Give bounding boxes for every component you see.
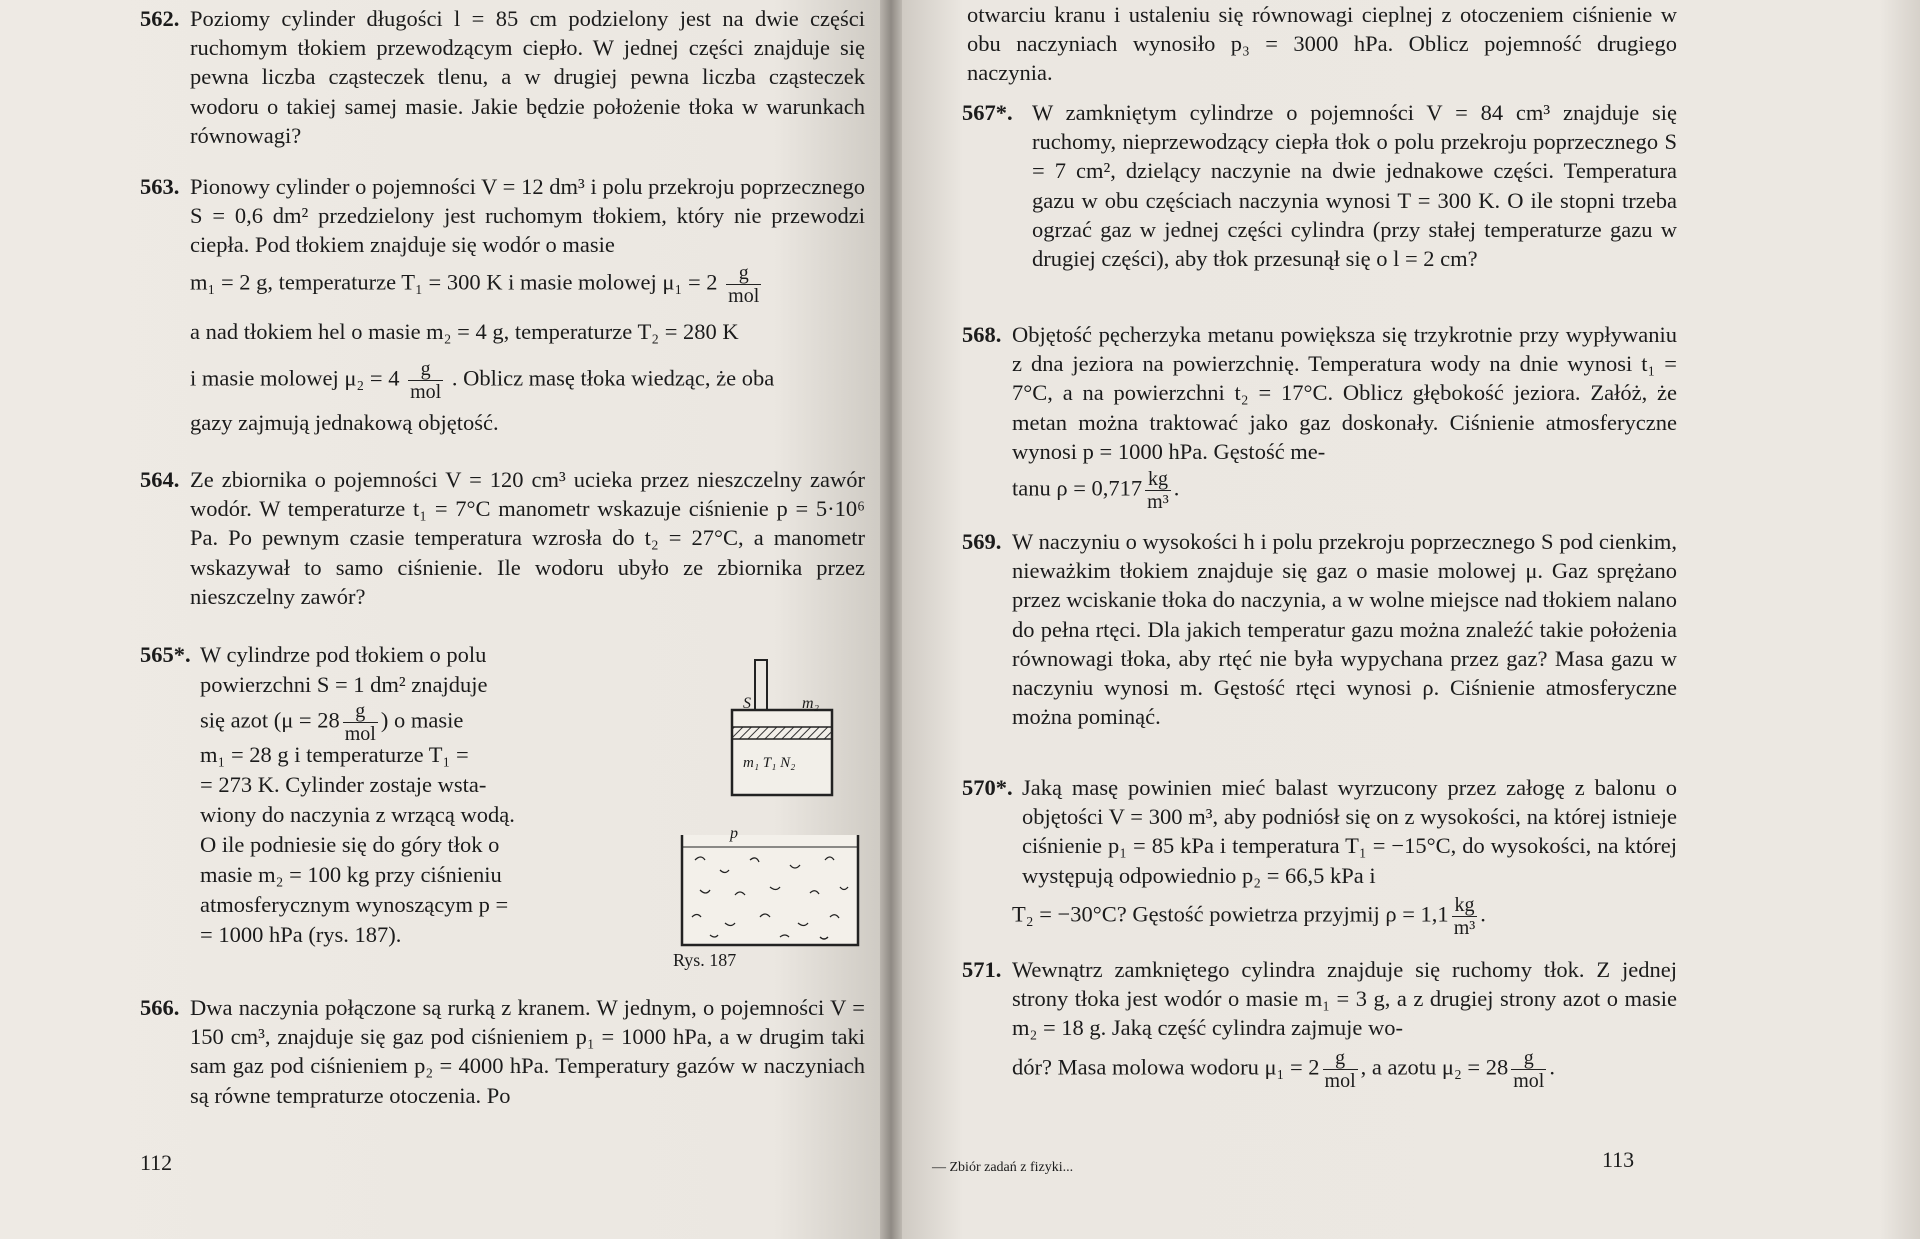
problem-text: W zamkniętym cylindrze o pojemności V = 84 cm³ znajduje się ruchomy, nieprzewodzący ciepła tłok o polu przekroju poprzecznego S = 7 cm², dzielący naczynie na dwie jednakowe części. Temperatura gazu w obu częściach naczynia wynosi T = 300 K. O ile stopni trzeba ogrzać gaz w jednej części cylindra (przy stałej temperaturze gazu w drugiej części), aby tłok przesunął się o l = 2 cm? — [1032, 100, 1677, 272]
problem-569 — [962, 527, 1677, 731]
book-gutter — [880, 0, 902, 1239]
fraction-numerator: g — [1511, 1047, 1546, 1070]
fraction-numerator: kg — [1452, 894, 1478, 917]
page-number: 113 — [1602, 1147, 1635, 1172]
figure-187 — [670, 655, 870, 975]
formula-text: T₂ = −30°C? Gęstość powietrza przyjmij ρ = 1,1 — [1012, 901, 1449, 927]
figure-label-s: S — [743, 695, 751, 712]
figure-label-inside: m₁ T₁ N₂ — [743, 755, 796, 771]
fraction-denominator: mol — [344, 723, 376, 745]
problem-570 — [962, 773, 1677, 939]
unit-fraction — [726, 262, 761, 307]
problem-text-l6: wiony do naczynia z wrzącą wodą. — [200, 802, 515, 827]
problem-text-l4: m₁ = 28 g i temperaturze T₁ = — [200, 742, 469, 767]
problem-text-l3a: się azot (μ = 28 — [200, 707, 340, 733]
problem-number: 568. — [962, 322, 1002, 347]
figure-label-p: p — [730, 825, 738, 842]
problem-text-l9: atmosferycznym wynoszącym p = — [200, 892, 509, 917]
problem-text: Ze zbiornika o pojemności V = 120 cm³ ucieka przez nieszczelny zawór wodór. W temperaturze t₁ = 7°C manometr wskazuje ciśnienie p = 5·10⁶ Pa. Po pewnym czasie temperatura wzrosła do t₂ = 27°C, a manometr wskazywał to samo ciśnienie. Ile wodoru ubyło ze zbiornika przez nieszczelny zawór? — [190, 467, 865, 609]
formula-line: m₁ = 2 g, temperaturze T₁ = 300 K i masie molowej μ₁ = 2 — [190, 269, 718, 295]
fraction-numerator: g — [343, 700, 378, 723]
fraction-numerator: kg — [1145, 468, 1171, 491]
page-number: 112 — [140, 1150, 173, 1175]
unit-fraction — [1452, 894, 1478, 939]
problem-text: Jaką masę powinien mieć balast wyrzucony przez załogę z balonu o objętości V = 300 m³, aby podniósł się on z wysokości, na której istnieje ciśnienie p₁ = 85 kPa i temperatura T₁ = −15°C, do wysokości, na której występują odpowiednio p₂ = 66,5 kPa i — [1022, 775, 1677, 888]
problem-text-l8: masie m₂ = 100 kg przy ciśnieniu — [200, 862, 502, 887]
problem-text: Objętość pęcherzyka metanu powiększa się trzykrotnie przy wypływaniu z dna jeziora na powierzchnię. Temperatura wody na dnie wynosi t₁ = 7°C, a na powierzchni t₂ = 17°C. Oblicz głębokość jeziora. Załóż, że metan można traktować jako gaz doskonały. Ciśnienie atmosferyczne wynosi p = 1000 hPa. Gęstość me- — [1012, 322, 1677, 464]
unit-fraction — [1323, 1047, 1358, 1092]
problem-text: Dwa naczynia połączone są rurką z kranem. W jednym, o pojemności V = 150 cm³, znajduje się gaz pod ciśnieniem p₁ = 1000 hPa, a w drugim taki sam gaz pod ciśnieniem p₂ = 4000 hPa. Temperatury gazów w naczyniach są równe tempraturze otoczenia. Po — [190, 995, 865, 1108]
unit-fraction — [343, 700, 378, 745]
problem-text-l7: O ile podniesie się do góry tłok o — [200, 832, 500, 857]
formula-text: , a azotu μ₂ = 28 — [1360, 1054, 1509, 1080]
problem-text: Poziomy cylinder długości l = 85 cm podzielony jest na dwie części ruchomym tłokiem przewodzącym ciepło. W jednej części znajduje się pewna liczba cząsteczek tlenu, a w drugiej pewna liczba cząsteczek wodoru o takiej samej masie. Jakie będzie położenie tłoka w warunkach równowagi? — [190, 6, 865, 148]
problem-text: W naczyniu o wysokości h i polu przekroju poprzecznego S pod cienkim, nieważkim tłokiem znajduje się gaz o masie molowej μ. Gaz sprężano przez wciskanie tłoka do naczynia, a w wolne miejsce nad tłokiem nalano do pełna rtęci. Dla jakich temperatur gazu można znaleźć takie położenia równowagi tłoka, aby rtęć nie była wypychana przez gaz? Masa gazu w naczyniu wynosi m. Gęstość rtęci wynosi ρ. Ciśnienie atmosferyczne można pominąć. — [1012, 529, 1677, 730]
problem-text: Pionowy cylinder o pojemności V = 12 dm³ i polu przekroju poprzecznego S = 0,6 dm² przedzielony jest ruchomym tłokiem, który nie przewodzi ciepła. Pod tłokiem znajduje się wodór o masie — [190, 174, 865, 258]
page-footer: — Zbiór zadań z fizyki... — [932, 1160, 1074, 1175]
formula-line: dór? Masa molowa wodoru μ₁ = 2 $\frac{g}{\text{mol}}$ , a azotu μ₂ = 28 $\frac{g}{\text{mol}}$ . — [1012, 1046, 1555, 1092]
formula-line: . Oblicz masę tłoka wiedząc, że oba — [451, 365, 775, 391]
formula-line: gazy zajmują jednakową objętość. — [190, 410, 499, 435]
problem-text-l10: = 1000 hPa (rys. 187). — [200, 922, 402, 947]
fraction-denominator: mol — [410, 381, 442, 403]
formula-text: dór? Masa molowa wodoru μ₁ = 2 — [1012, 1054, 1320, 1080]
cylinder-diagram — [670, 655, 870, 975]
problem-number: 565*. — [140, 642, 191, 667]
problem-number: 566. — [140, 995, 180, 1020]
formula-line: i masie molowej μ₂ = 4 — [190, 365, 400, 391]
formula-line: T₂ = −30°C? Gęstość powietrza przyjmij ρ = 1,1 $\frac{kg}{\text{m³}}$ . — [1012, 893, 1486, 939]
figure-label-m2: m₂ — [802, 695, 820, 712]
problem-text: Wewnątrz zamkniętego cylindra znajduje się ruchomy tłok. Z jednej strony tłoka jest wodór o masie m₁ = 3 g, a z drugiej strony azot o masie m₂ = 18 g. Jaką część cylindra zajmuje wo- — [1012, 957, 1677, 1041]
problem-number: 571. — [962, 957, 1002, 982]
fraction-denominator: mol — [1513, 1069, 1545, 1092]
problem-571 — [962, 955, 1677, 1092]
problem-text-l3 — [140, 700, 560, 745]
problem-566-continuation — [962, 0, 1677, 88]
problem-number: 562. — [140, 6, 180, 31]
left-page — [0, 0, 880, 1239]
fraction-numerator: g — [408, 358, 443, 381]
fraction-denominator: mol — [1324, 1069, 1356, 1092]
formula-line: a nad tłokiem hel o masie m₂ = 4 g, temperaturze T₂ = 280 K — [190, 319, 739, 344]
problem-text: otwarciu kranu i ustaleniu się równowagi cieplnej z otoczeniem ciśnienie w obu naczyniach wynosiło p₃ = 3000 hPa. Oblicz pojemność drugiego naczynia. — [967, 2, 1677, 86]
problem-567 — [962, 98, 1677, 273]
fraction-numerator: g — [726, 262, 761, 285]
fraction-denominator: m³ — [1453, 916, 1476, 939]
problem-568 — [962, 320, 1677, 513]
problem-text-l1: W cylindrze pod tłokiem o polu — [200, 642, 487, 667]
fraction-denominator: mol — [728, 285, 760, 307]
problem-number: 563. — [140, 174, 180, 199]
problem-text-l2: powierzchni S = 1 dm² znajduje — [200, 672, 488, 697]
formula-text: tanu ρ = 0,717 — [1012, 475, 1143, 501]
problem-text-l5: = 273 K. Cylinder zostaje wsta- — [200, 772, 487, 797]
right-page — [902, 0, 1920, 1239]
problem-number: 569. — [962, 529, 1002, 554]
problem-text-l3b: ) o masie — [380, 707, 464, 733]
formula-line: tanu ρ = 0,717 $\frac{kg}{\text{m³}}$ . — [1012, 468, 1180, 514]
problem-number: 567*. — [962, 100, 1013, 125]
unit-fraction — [408, 358, 443, 403]
fraction-denominator: m³ — [1147, 491, 1169, 514]
problem-number: 564. — [140, 467, 180, 492]
unit-fraction — [1511, 1047, 1546, 1092]
problem-number: 570*. — [962, 775, 1013, 800]
figure-caption: Rys. 187 — [673, 950, 737, 970]
fraction-numerator: g — [1323, 1047, 1358, 1070]
unit-fraction — [1145, 468, 1171, 513]
